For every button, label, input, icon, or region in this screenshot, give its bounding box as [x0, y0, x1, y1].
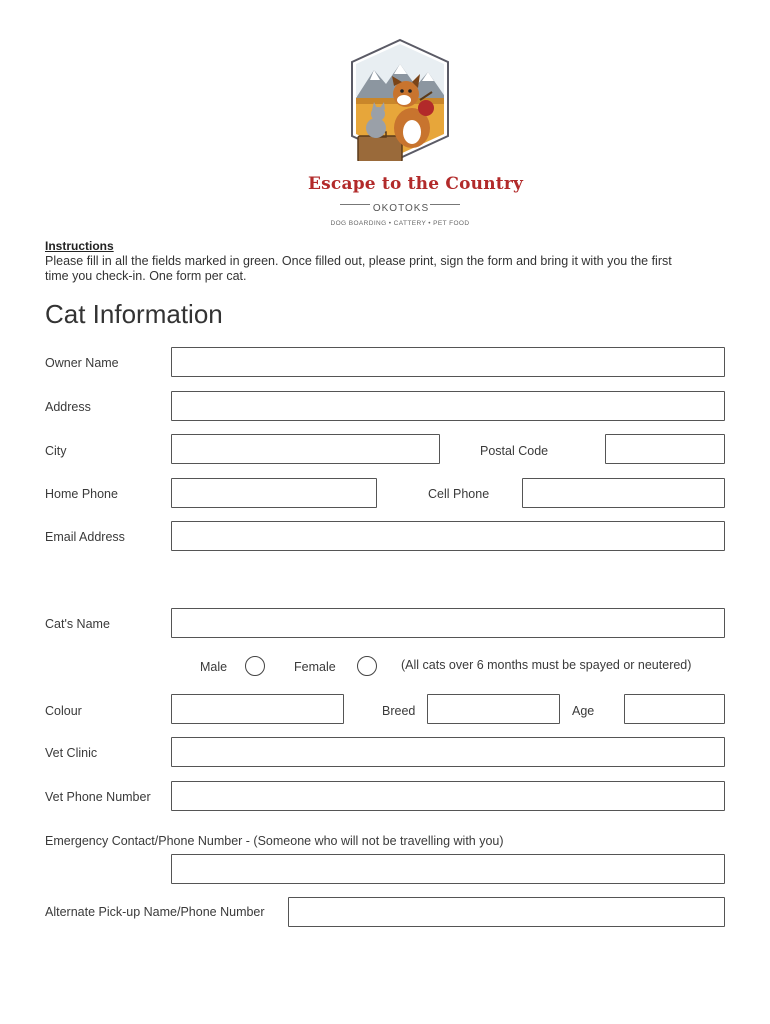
vet-clinic-field[interactable]: [171, 737, 725, 767]
address-field[interactable]: [171, 391, 725, 421]
home-phone-field[interactable]: [171, 478, 377, 508]
male-label: Male: [200, 660, 228, 674]
cell-phone-field[interactable]: [522, 478, 725, 508]
instructions-title: Instructions: [45, 239, 114, 253]
logo-rule-right: [430, 204, 460, 205]
cat-name-field[interactable]: [171, 608, 725, 638]
section-title: Cat Information: [45, 299, 223, 329]
alt-pickup-label: Alternate Pick-up Name/Phone Number: [45, 905, 265, 919]
logo-badge-illustration: [300, 36, 500, 161]
address-label: Address: [45, 400, 91, 414]
colour-label: Colour: [45, 704, 82, 718]
age-label: Age: [572, 704, 595, 718]
female-radio[interactable]: [357, 656, 377, 676]
logo-services-text: DOG BOARDING • CATTERY • PET FOOD: [330, 220, 470, 227]
colour-field[interactable]: [171, 694, 344, 724]
cell-phone-label: Cell Phone: [428, 487, 490, 501]
logo-location-text: OKOTOKS: [372, 203, 430, 214]
email-field[interactable]: [171, 521, 725, 551]
age-field[interactable]: [624, 694, 725, 724]
emergency-contact-label: Emergency Contact/Phone Number - (Someone who will not be travelling with you): [45, 834, 504, 848]
postal-code-field[interactable]: [605, 434, 725, 464]
logo-services-row: [330, 212, 470, 230]
alt-pickup-field[interactable]: [288, 897, 725, 927]
logo-brand-text: Escape to the Country: [308, 174, 524, 194]
owner-name-label: Owner Name: [45, 356, 119, 370]
vet-phone-field[interactable]: [171, 781, 725, 811]
breed-label: Breed: [382, 704, 416, 718]
home-phone-label: Home Phone: [45, 487, 118, 501]
cat-name-label: Cat's Name: [45, 617, 110, 631]
logo: [300, 36, 524, 227]
owner-name-field[interactable]: [171, 347, 725, 377]
instructions-text: Please fill in all the fields marked in green. Once filled out, please print, sign the form and bring it with you the first time you check-in. One form per cat.: [45, 254, 672, 283]
spay-note: (All cats over 6 months must be spayed or neutered): [401, 658, 692, 672]
breed-field[interactable]: [427, 694, 560, 724]
city-label: City: [45, 444, 67, 458]
logo-rule-left: [340, 204, 370, 205]
emergency-contact-field[interactable]: [171, 854, 725, 884]
vet-phone-label: Vet Phone Number: [45, 790, 151, 804]
city-field[interactable]: [171, 434, 440, 464]
female-label: Female: [294, 660, 336, 674]
postal-code-label: Postal Code: [480, 444, 549, 458]
email-label: Email Address: [45, 530, 125, 544]
vet-clinic-label: Vet Clinic: [45, 746, 98, 760]
male-radio[interactable]: [245, 656, 265, 676]
